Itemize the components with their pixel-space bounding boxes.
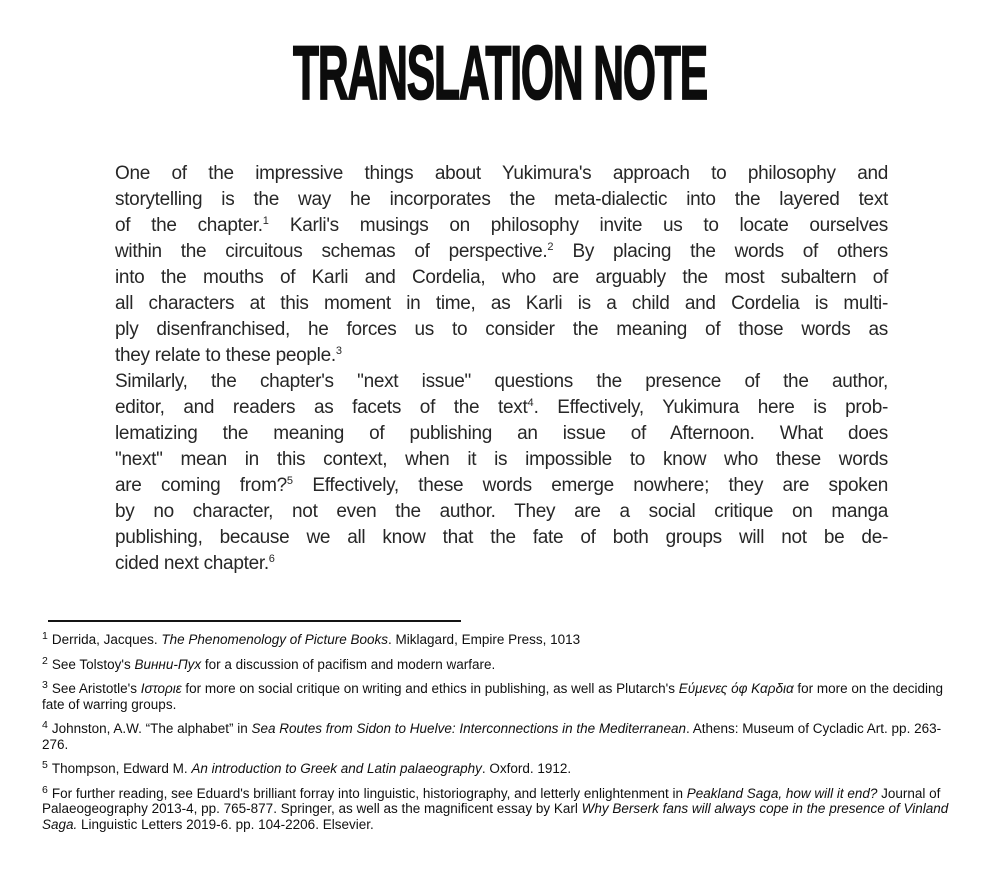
footnote-ref: 3 bbox=[335, 345, 342, 357]
footnote-ref: 4 bbox=[527, 397, 534, 409]
footnote-number: 6 bbox=[42, 783, 48, 796]
footnote-text: Johnston, A.W. “The alphabet” in bbox=[51, 721, 252, 736]
text-line: by no character, not even the author. They are a social critique on manga bbox=[115, 501, 888, 522]
text-line: "next" mean in this context, when it is impossible to know who these words bbox=[115, 449, 888, 470]
body-text bbox=[115, 161, 888, 577]
footnote-text: For further reading, see Eduard's brilliant forray into linguistic, historiography, and letterly enlightenment in bbox=[51, 785, 687, 801]
text-line: into the mouths of Karli and Cordelia, who are arguably the most subaltern of bbox=[115, 267, 888, 288]
footnote-text: Linguistic Letters 2019-6. pp. 104-2206. Elsevier. bbox=[77, 816, 374, 832]
footnote-work-title: An introduction to Greek and Latin palaeography bbox=[191, 761, 482, 776]
footnote-work-title: Винни-Пух bbox=[134, 656, 202, 672]
text-line: cided next chapter.$^6$ bbox=[115, 553, 275, 574]
text-line: storytelling is the way he incorporates the meta-dialectic into the layered text bbox=[115, 189, 888, 210]
footnote-ref: 1 bbox=[262, 215, 269, 227]
footnote bbox=[42, 654, 964, 673]
text-line: lematizing the meaning of publishing an issue of Afternoon. What does bbox=[115, 423, 888, 444]
text-line: are coming from?$^5$ Effectively, these words emerge nowhere; they are spoken bbox=[115, 475, 888, 496]
text-line: of the chapter.$^1$ Karli's musings on philosophy invite us to locate ourselves bbox=[115, 215, 888, 236]
footnote-work-title: Εύμενες όφ Καρδια bbox=[678, 681, 794, 696]
footnote-ref: 2 bbox=[547, 241, 554, 253]
footnote-number: 1 bbox=[42, 630, 48, 642]
text-line: all characters at this moment in time, as Karli is a child and Cordelia is multi- bbox=[115, 293, 888, 314]
footnote-number: 2 bbox=[42, 654, 48, 667]
footnote-divider bbox=[48, 620, 461, 622]
footnote-number: 5 bbox=[42, 759, 48, 771]
text-line: within the circuitous schemas of perspective.$^2$ By placing the words of others bbox=[115, 241, 888, 262]
paragraph bbox=[115, 369, 888, 577]
footnote-text: See Aristotle's bbox=[51, 681, 141, 696]
footnote-text: Derrida, Jacques. bbox=[51, 632, 162, 647]
footnote-work-title: The Phenomenology of Picture Books bbox=[161, 632, 389, 647]
footnote-text: for more on the deciding fate of warring groups. bbox=[42, 681, 943, 712]
footnote-text: . Athens: Museum of Cycladic Art. pp. 263-276. bbox=[42, 721, 942, 752]
footnote bbox=[42, 761, 964, 777]
footnote-text: for a discussion of pacifism and modern warfare. bbox=[201, 656, 496, 672]
footnote-work-title: Peakland Saga, how will it end? bbox=[686, 785, 878, 801]
footnote-number: 3 bbox=[42, 679, 48, 691]
text-line: One of the impressive things about Yukimura's approach to philosophy and bbox=[115, 163, 888, 184]
footnote-text: Thompson, Edward M. bbox=[51, 761, 192, 776]
text-line: they relate to these people.$^3$ bbox=[115, 345, 342, 366]
footnote-text: . Oxford. 1912. bbox=[481, 761, 572, 776]
footnote-work-title: Why Berserk fans will always cope in the presence of Vinland Saga. bbox=[42, 801, 949, 832]
footnote-text: Journal of Palaeogeography 2013-4, pp. 765-877. Springer, as well as the magnificent essay by Karl bbox=[42, 785, 941, 816]
footnote-ref: 6 bbox=[268, 553, 275, 565]
paragraph bbox=[115, 161, 888, 369]
footnote-ref: 5 bbox=[286, 475, 293, 487]
footnote bbox=[42, 681, 964, 712]
text-line: publishing, because we all know that the fate of both groups will not be de- bbox=[115, 527, 888, 548]
footnote-text: See Tolstoy's bbox=[51, 656, 135, 672]
footnote-work-title: Ιστοριε bbox=[140, 681, 182, 696]
footnote-text: . Miklagard, Empire Press, 1013 bbox=[388, 632, 581, 647]
footnote bbox=[42, 783, 964, 833]
footnote-text: for more on social critique on writing and ethics in publishing, as well as Plutarch's bbox=[181, 681, 679, 696]
text-line: Similarly, the chapter's "next issue" questions the presence of the author, bbox=[115, 371, 888, 392]
text-line: editor, and readers as facets of the text$^4$. Effectively, Yukimura here is prob- bbox=[115, 397, 888, 418]
text-line: ply disenfranchised, he forces us to consider the meaning of those words as bbox=[115, 319, 888, 340]
footnote-number: 4 bbox=[42, 719, 48, 731]
footnotes bbox=[42, 632, 964, 841]
page-title: TRANSLATION NOTE bbox=[293, 31, 707, 116]
footnote bbox=[42, 632, 964, 648]
footnote-work-title: Sea Routes from Sidon to Huelve: Interconnections in the Mediterranean bbox=[251, 721, 686, 736]
footnote bbox=[42, 721, 964, 752]
